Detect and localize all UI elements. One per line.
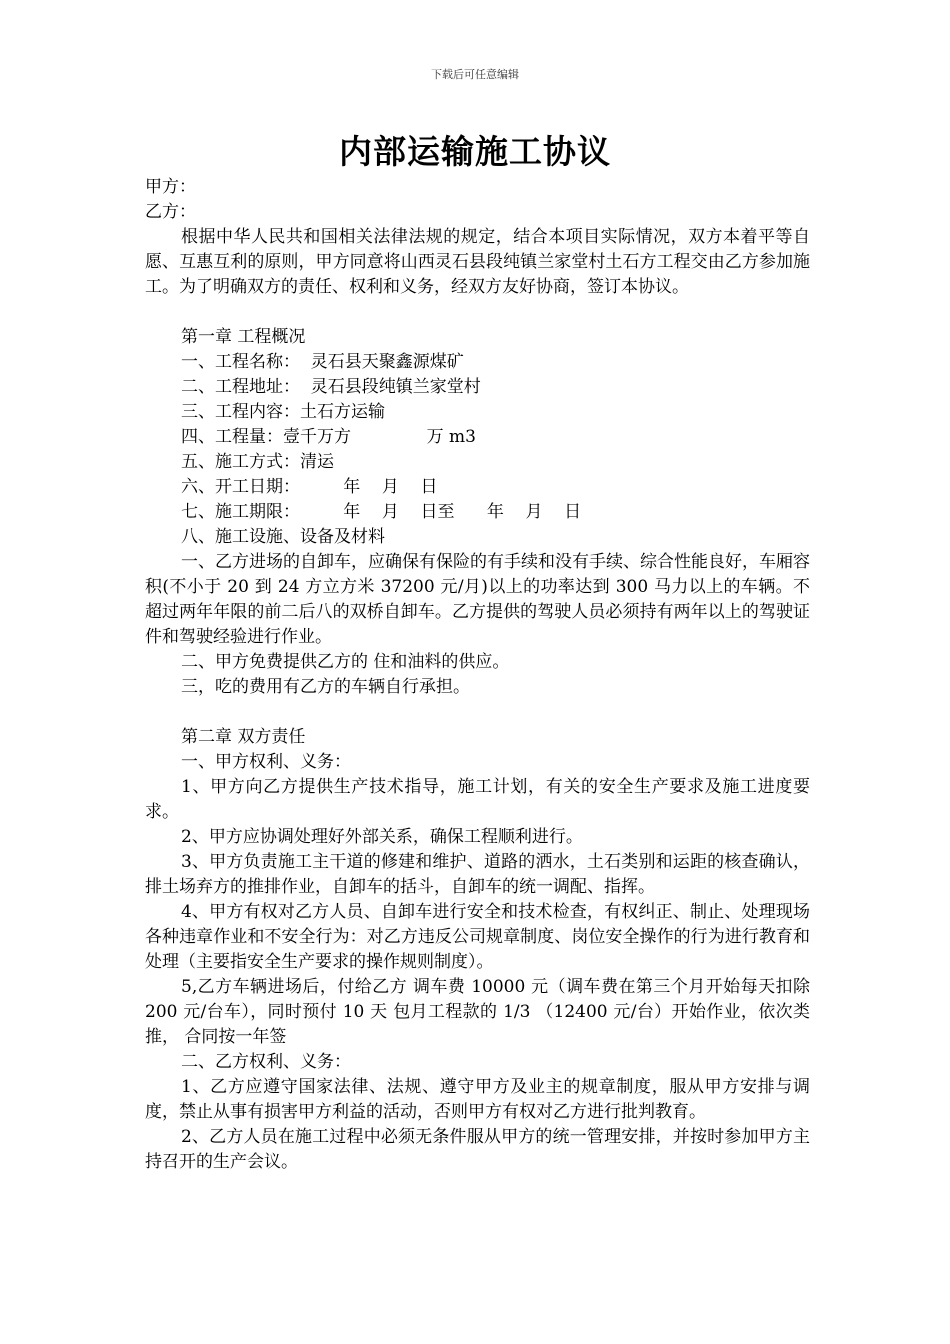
party-b-clause-2: 2、乙方人员在施工过程中必须无条件服从甲方的统一管理安排，并按时参加甲方主持召开的生产会议。 xyxy=(145,1127,810,1172)
chapter1-item-address: 二、工程地址： 灵石县段纯镇兰家堂村 xyxy=(181,377,481,397)
party-a-rights-heading: 一、甲方权利、义务： xyxy=(181,752,351,772)
chapter1-item-start-date: 六、开工日期： 年 月 日 xyxy=(181,477,438,497)
document-body xyxy=(145,175,810,1175)
party-b-clause-1: 1、乙方应遵守国家法律、法规、遵守甲方及业主的规章制度，服从甲方安排与调度，禁止从事有损害甲方利益的活动，否则甲方有权对乙方进行批判教育。 xyxy=(145,1077,810,1122)
chapter2-heading: 第二章 双方责任 xyxy=(181,727,306,747)
spacer xyxy=(145,300,810,325)
chapter1-clause-1: 一、乙方进场的自卸车，应确保有保险的有手续和没有手续、综合性能良好，车厢容积(不小于 20 到 24 方立方米 37200 元/月)以上的功率达到 300 马力以上的车辆。不超过两年年限的前二后八的双桥自卸车。乙方提供的驾驶人员必须持有两年以上的驾驶证件和驾驶经验进行作业。 xyxy=(145,552,810,647)
chapter1-item-period: 七、施工期限： 年 月 日至 年 月 日 xyxy=(181,502,582,522)
chapter1-item-name: 一、工程名称： 灵石县天聚鑫源煤矿 xyxy=(181,352,464,372)
party-a-clause-5: 5,乙方车辆进场后，付给乙方 调车费 10000 元（调车费在第三个月开始每天扣除 200 元/台车），同时预付 10 天 包月工程款的 1/3 （12400 元/台）开始作业，依次类推， 合同按一年签 xyxy=(145,977,810,1047)
party-a-clause-3: 3、甲方负责施工主干道的修建和维护、道路的洒水，土石类别和运距的核查确认，排土场弃方的推排作业，自卸车的括斗，自卸车的统一调配、指挥。 xyxy=(145,852,810,897)
document-title: 内部运输施工协议 xyxy=(339,132,611,171)
chapter1-clause-2: 二、甲方免费提供乙方的 住和油料的供应。 xyxy=(181,652,510,672)
party-a-line: 甲方： xyxy=(145,177,196,197)
chapter1-item-content: 三、工程内容：土石方运输 xyxy=(181,402,385,422)
spacer xyxy=(145,700,810,725)
party-a-clause-1: 1、甲方向乙方提供生产技术指导，施工计划，有关的安全生产要求及施工进度要求。 xyxy=(145,777,810,822)
header-note: 下载后可任意编辑 xyxy=(431,68,519,81)
party-a-clause-4: 4、甲方有权对乙方人员、自卸车进行安全和技术检查，有权纠正、制止、处理现场各种违章作业和不安全行为：对乙方违反公司规章制度、岗位安全操作的行为进行教育和处理（主要指安全生产要求的操作规则制度）。 xyxy=(145,902,810,972)
party-b-rights-heading: 二、乙方权利、义务： xyxy=(181,1052,351,1072)
party-b-line: 乙方： xyxy=(145,202,196,222)
chapter1-heading: 第一章 工程概况 xyxy=(181,327,306,347)
chapter1-item-quantity: 四、工程量：壹千万方 万 m3 xyxy=(181,427,476,447)
chapter1-item-equipment: 八、施工设施、设备及材料 xyxy=(181,527,385,547)
chapter1-item-method: 五、施工方式：清运 xyxy=(181,452,334,472)
intro-paragraph: 根据中华人民共和国相关法律法规的规定，结合本项目实际情况，双方本着平等自愿、互惠互利的原则，甲方同意将山西灵石县段纯镇兰家堂村土石方工程交由乙方参加施工。为了明确双方的责任、权利和义务，经双方友好协商，签订本协议。 xyxy=(145,227,810,297)
party-a-clause-2: 2、甲方应协调处理好外部关系，确保工程顺利进行。 xyxy=(181,827,583,847)
chapter1-clause-3: 三，吃的费用有乙方的车辆自行承担。 xyxy=(181,677,470,697)
